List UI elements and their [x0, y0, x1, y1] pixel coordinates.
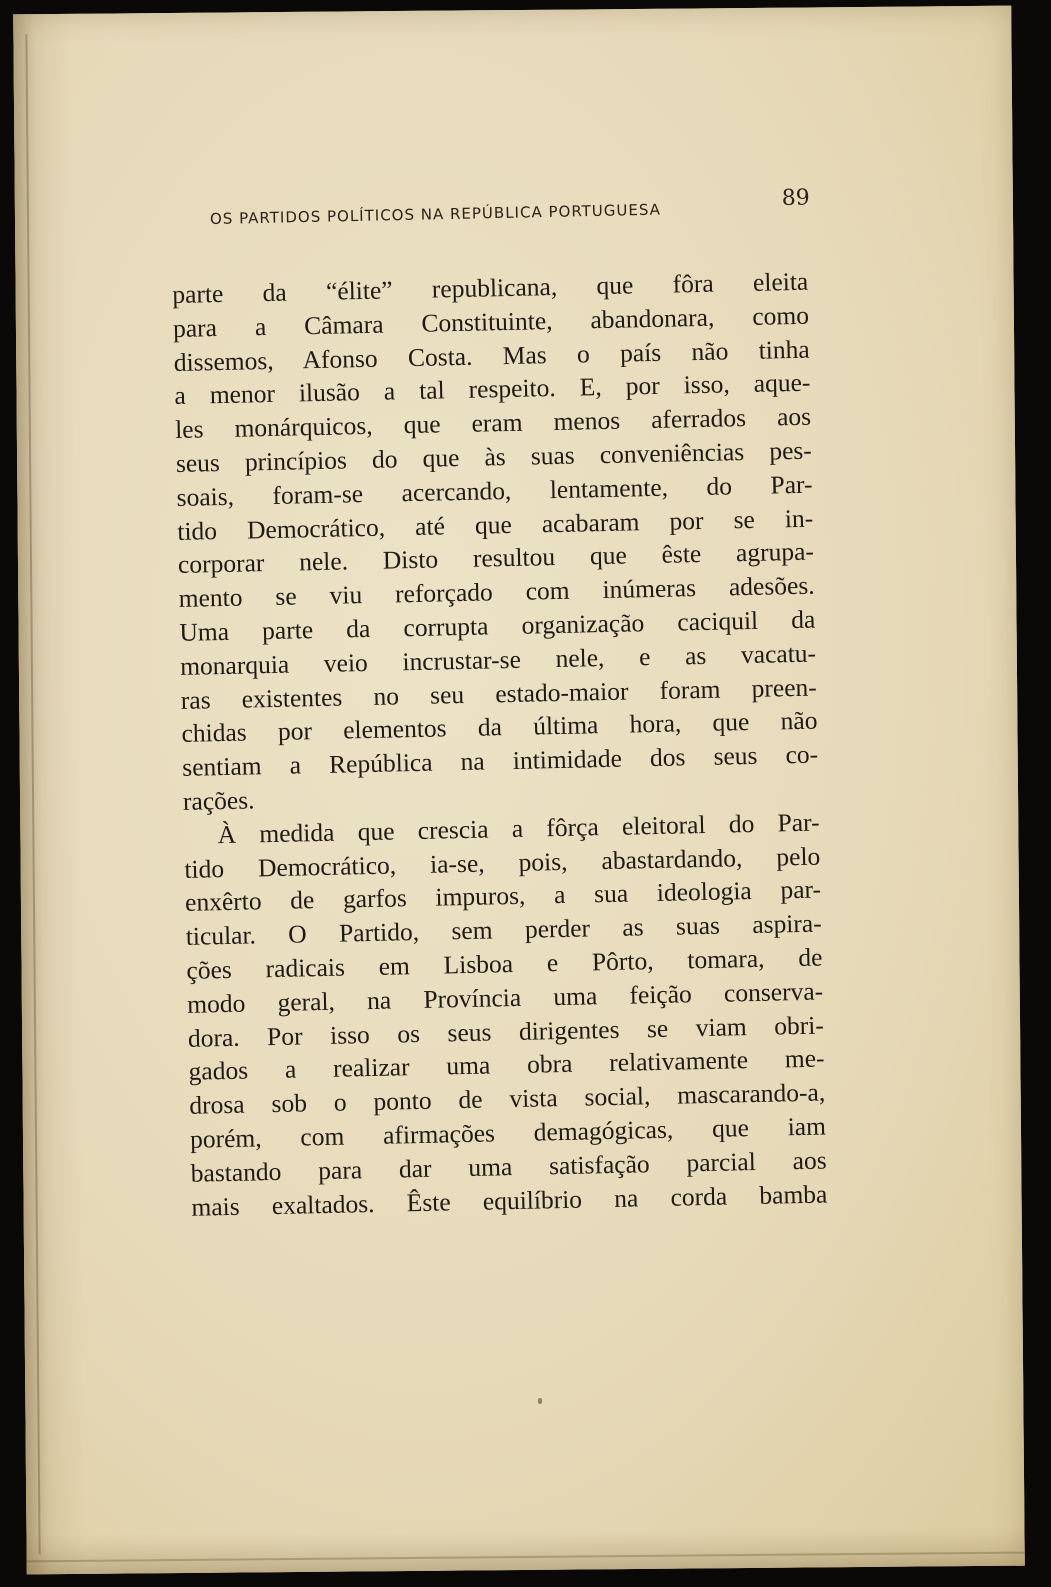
text-line: À medida que crescia a fôrça eleitoral do Par-: [217, 807, 820, 849]
text-line: seus princípios do que às suas conveniências pes-: [175, 435, 813, 478]
text-line: tido Democrático, até que acabaram por se in-: [176, 503, 814, 546]
text-line: drosa sob o ponto de vista social, mascarando-a,: [189, 1077, 826, 1120]
text-line: Uma parte da corrupta organização caciquil da: [179, 604, 816, 647]
text-line: tido Democrático, ia-se, pois, abastardando, pelo: [184, 841, 821, 884]
text-line: para a Câmara Constituinte, abandonara, como: [172, 300, 810, 343]
page-bottom-edge: [27, 1552, 1025, 1563]
text-line: monarquia veio incrustar-se nele, e as vacatu-: [179, 638, 817, 681]
text-line: les monárquicos, que eram menos aferrados aos: [174, 401, 812, 445]
text-line: sentiam a República na intimidade dos seus co-: [181, 739, 819, 783]
text-line: porém, com afirmações demagógicas, que iam: [189, 1111, 827, 1154]
text-line: ras existentes no seu estado-maior foram preen-: [180, 672, 818, 715]
text-line: modo geral, na Província uma feição conserva-: [186, 976, 824, 1019]
page-gutter-shadow: [25, 34, 40, 1554]
text-line: mento se viu reforçado com inúmeras adesões.: [178, 570, 815, 614]
text-line: bastando para dar uma satisfação parcial aos: [190, 1145, 827, 1188]
text-line: gados a realizar uma obra relativamente me-: [188, 1043, 825, 1087]
text-line: parte da “élite” republicana, que fôra eleita: [172, 266, 809, 309]
body-text: [172, 265, 828, 1224]
running-head: OS PARTIDOS POLÍTICOS NA REPÚBLICA PORTUGUESA: [209, 200, 662, 228]
text-line: soais, foram-se acercando, lentamente, do Par-: [176, 469, 813, 512]
paper-speck: [538, 1398, 542, 1404]
text-line: rações.: [182, 785, 255, 816]
text-line: ções radicais em Lisboa e Pôrto, tomara, de: [186, 942, 823, 985]
text-line: enxêrto de garfos impuros, a sua ideologia par-: [184, 874, 822, 918]
text-line: chidas por elementos da última hora, que não: [181, 705, 818, 749]
text-line: a menor ilusão a tal respeito. E, por isso, aque-: [174, 368, 811, 411]
text-line: corporar nele. Disto resultou que êste agrupa-: [177, 536, 815, 580]
text-line: dissemos, Afonso Costa. Mas o país não tinha: [173, 334, 810, 377]
text-line: ticular. O Partido, sem perder as suas aspira-: [185, 908, 822, 951]
text-line: dora. Por isso os seus dirigentes se viam obri-: [187, 1010, 825, 1053]
page-number: 89: [781, 185, 810, 212]
text-line: mais exaltados. Êste equilíbrio na corda bamba: [191, 1178, 828, 1222]
